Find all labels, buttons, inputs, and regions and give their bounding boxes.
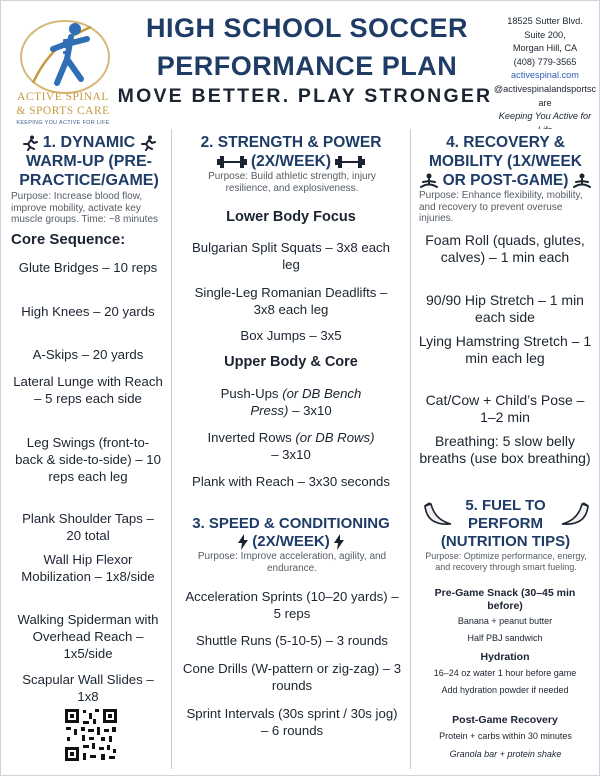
fuel-heading-line1: 5. FUEL TO — [465, 497, 546, 514]
strength-heading-line2: (2X/WEEK) — [250, 153, 332, 170]
list-item: Breathing: 5 slow belly breaths (use box breathing) — [419, 433, 591, 466]
recovery-heading-line2: MOBILITY (1X/WEEK — [428, 153, 582, 170]
post-game-heading: Post-Game Recovery — [452, 714, 558, 726]
list-item: A-Skips – 20 yards — [32, 347, 144, 362]
strength-heading-line1: 2. STRENGTH & POWER — [200, 134, 382, 151]
speed-heading-line1: 3. SPEED & CONDITIONING — [192, 515, 390, 532]
lightning-icon — [238, 534, 248, 550]
speed-heading-line2: (2X/WEEK) — [252, 533, 330, 550]
address-line-1: 18525 Sutter Blvd. — [507, 16, 583, 26]
list-item: Walking Spiderman with Overhead Reach – 1x5/side — [17, 612, 159, 661]
runner-icon — [140, 135, 156, 151]
social-handle: @activespinalandsportscare — [493, 83, 597, 108]
recovery-heading-line3: OR POST-GAME) — [442, 172, 569, 189]
column-divider — [171, 129, 172, 769]
logo-tagline: KEEPING YOU ACTIVE FOR LIFE — [16, 120, 110, 126]
warmup-heading-line1: 1. DYNAMIC — [42, 134, 136, 151]
list-item: Wall Hip Flexor Mobilization – 1x8/side — [21, 552, 155, 584]
upper-body-heading: Upper Body & Core — [224, 354, 358, 370]
list-item: Foam Roll (quads, glutes, calves) – 1 min each — [425, 232, 585, 265]
list-item: High Knees – 20 yards — [21, 304, 155, 319]
list-item: Scapular Wall Slides – 1x8 — [22, 672, 154, 704]
list-item: Push-Ups (or DB Bench Press) – 3x10 — [220, 386, 362, 418]
recovery-heading-line1: 4. RECOVERY & — [446, 134, 565, 151]
logo-text-line1: ACTIVE SPINAL — [17, 91, 109, 103]
column-divider — [410, 129, 411, 769]
slogan: Keeping You Active for — [498, 111, 592, 122]
header — [1, 1, 600, 129]
list-item: Acceleration Sprints (10–20 yards) – 5 reps — [185, 589, 399, 621]
list-item: Lying Hamstring Stretch – 1 min each leg — [418, 333, 592, 366]
list-item: Cat/Cow + Child’s Pose – 1–2 min — [425, 392, 585, 425]
list-item: Granola bar + protein shake — [449, 749, 562, 759]
contact-block — [493, 15, 597, 137]
warmup-heading-line2: WARM-UP (PRE- — [26, 153, 152, 170]
meditation-icon — [420, 173, 438, 189]
strength-purpose: Purpose: Build athletic strength, injury resilience, and explosiveness. — [208, 171, 376, 194]
pregame-heading: Pre-Game Snack (30–45 min before) — [434, 587, 576, 612]
list-item: Half PBJ sandwich — [467, 633, 543, 643]
recovery-purpose: Purpose: Enhance flexibility, mobility, and recovery to prevent overuse injuries. — [419, 190, 583, 224]
list-item: 16–24 oz water 1 hour before game — [433, 668, 577, 678]
address-line-2: Suite 200, — [524, 29, 566, 40]
phone: (408) 779-3565 — [513, 56, 577, 67]
warmup-purpose: Purpose: Increase blood flow, improve mobility, activate key muscle groups. Time: ~8 minutes — [11, 191, 159, 225]
list-item: Plank with Reach – 3x30 seconds — [192, 474, 390, 489]
strength-column — [173, 129, 409, 774]
runner-icon — [22, 135, 38, 151]
list-item: Protein + carbs within 30 minutes — [439, 731, 572, 741]
warmup-column — [7, 129, 171, 774]
qr-code-icon[interactable] — [63, 707, 119, 763]
list-item: Shuttle Runs (5-10-5) – 3 rounds — [195, 633, 389, 648]
title-line-1: HIGH SCHOOL SOCCER — [145, 13, 469, 43]
fuel-purpose: Purpose: Optimize performance, energy, and recovery through smart fueling. — [425, 551, 587, 572]
warmup-heading — [7, 133, 171, 190]
city: Morgan Hill, CA — [512, 43, 578, 54]
list-item: Leg Swings (front-to-back & side-to-side) – 10 reps each leg — [15, 435, 161, 484]
list-item: Inverted Rows (or DB Rows) – 3x10 — [207, 430, 375, 462]
dumbbell-icon — [335, 155, 365, 169]
logo-text-line2: & SPORTS CARE — [16, 105, 110, 117]
subtitle: MOVE BETTER. PLAY STRONGER — [117, 85, 493, 107]
fuel-heading-line3: (NUTRITION TIPS) — [440, 533, 571, 550]
recovery-column — [413, 129, 598, 774]
lightning-icon — [334, 534, 344, 550]
list-item: Cone Drills (W-pattern or zig-zag) – 3 rounds — [182, 661, 402, 693]
lower-body-heading: Lower Body Focus — [226, 209, 356, 225]
speed-purpose: Purpose: Improve acceleration, agility, and endurance. — [197, 551, 387, 574]
list-item: Single-Leg Romanian Deadlifts – 3x8 each leg — [194, 285, 388, 317]
core-sequence-heading: Core Sequence: — [11, 231, 126, 248]
list-item: Glute Bridges – 10 reps — [18, 260, 158, 275]
list-item: 90/90 Hip Stretch – 1 min each side — [426, 292, 584, 325]
hydration-heading: Hydration — [480, 651, 530, 663]
website-link[interactable]: activespinal.com — [511, 70, 579, 81]
fuel-heading-line2: PERFORM — [468, 515, 543, 532]
list-item: Add hydration powder if needed — [441, 685, 569, 695]
list-item: Banana + peanut butter — [457, 616, 553, 626]
meditation-icon — [573, 173, 591, 189]
spine-logo-icon — [11, 13, 121, 101]
list-item: Sprint Intervals (30s sprint / 30s jog) – 6 rounds — [186, 706, 398, 738]
list-item: Box Jumps – 3x5 — [240, 328, 342, 343]
list-item: Bulgarian Split Squats – 3x8 each leg — [192, 240, 390, 272]
warmup-heading-line3: PRACTICE/GAME) — [19, 172, 159, 189]
list-item: Lateral Lunge with Reach – 5 reps each side — [13, 374, 163, 406]
list-item: Plank Shoulder Taps – 20 total — [22, 511, 154, 543]
title-line-2: PERFORMANCE PLAN — [156, 51, 458, 81]
dumbbell-icon — [217, 155, 247, 169]
